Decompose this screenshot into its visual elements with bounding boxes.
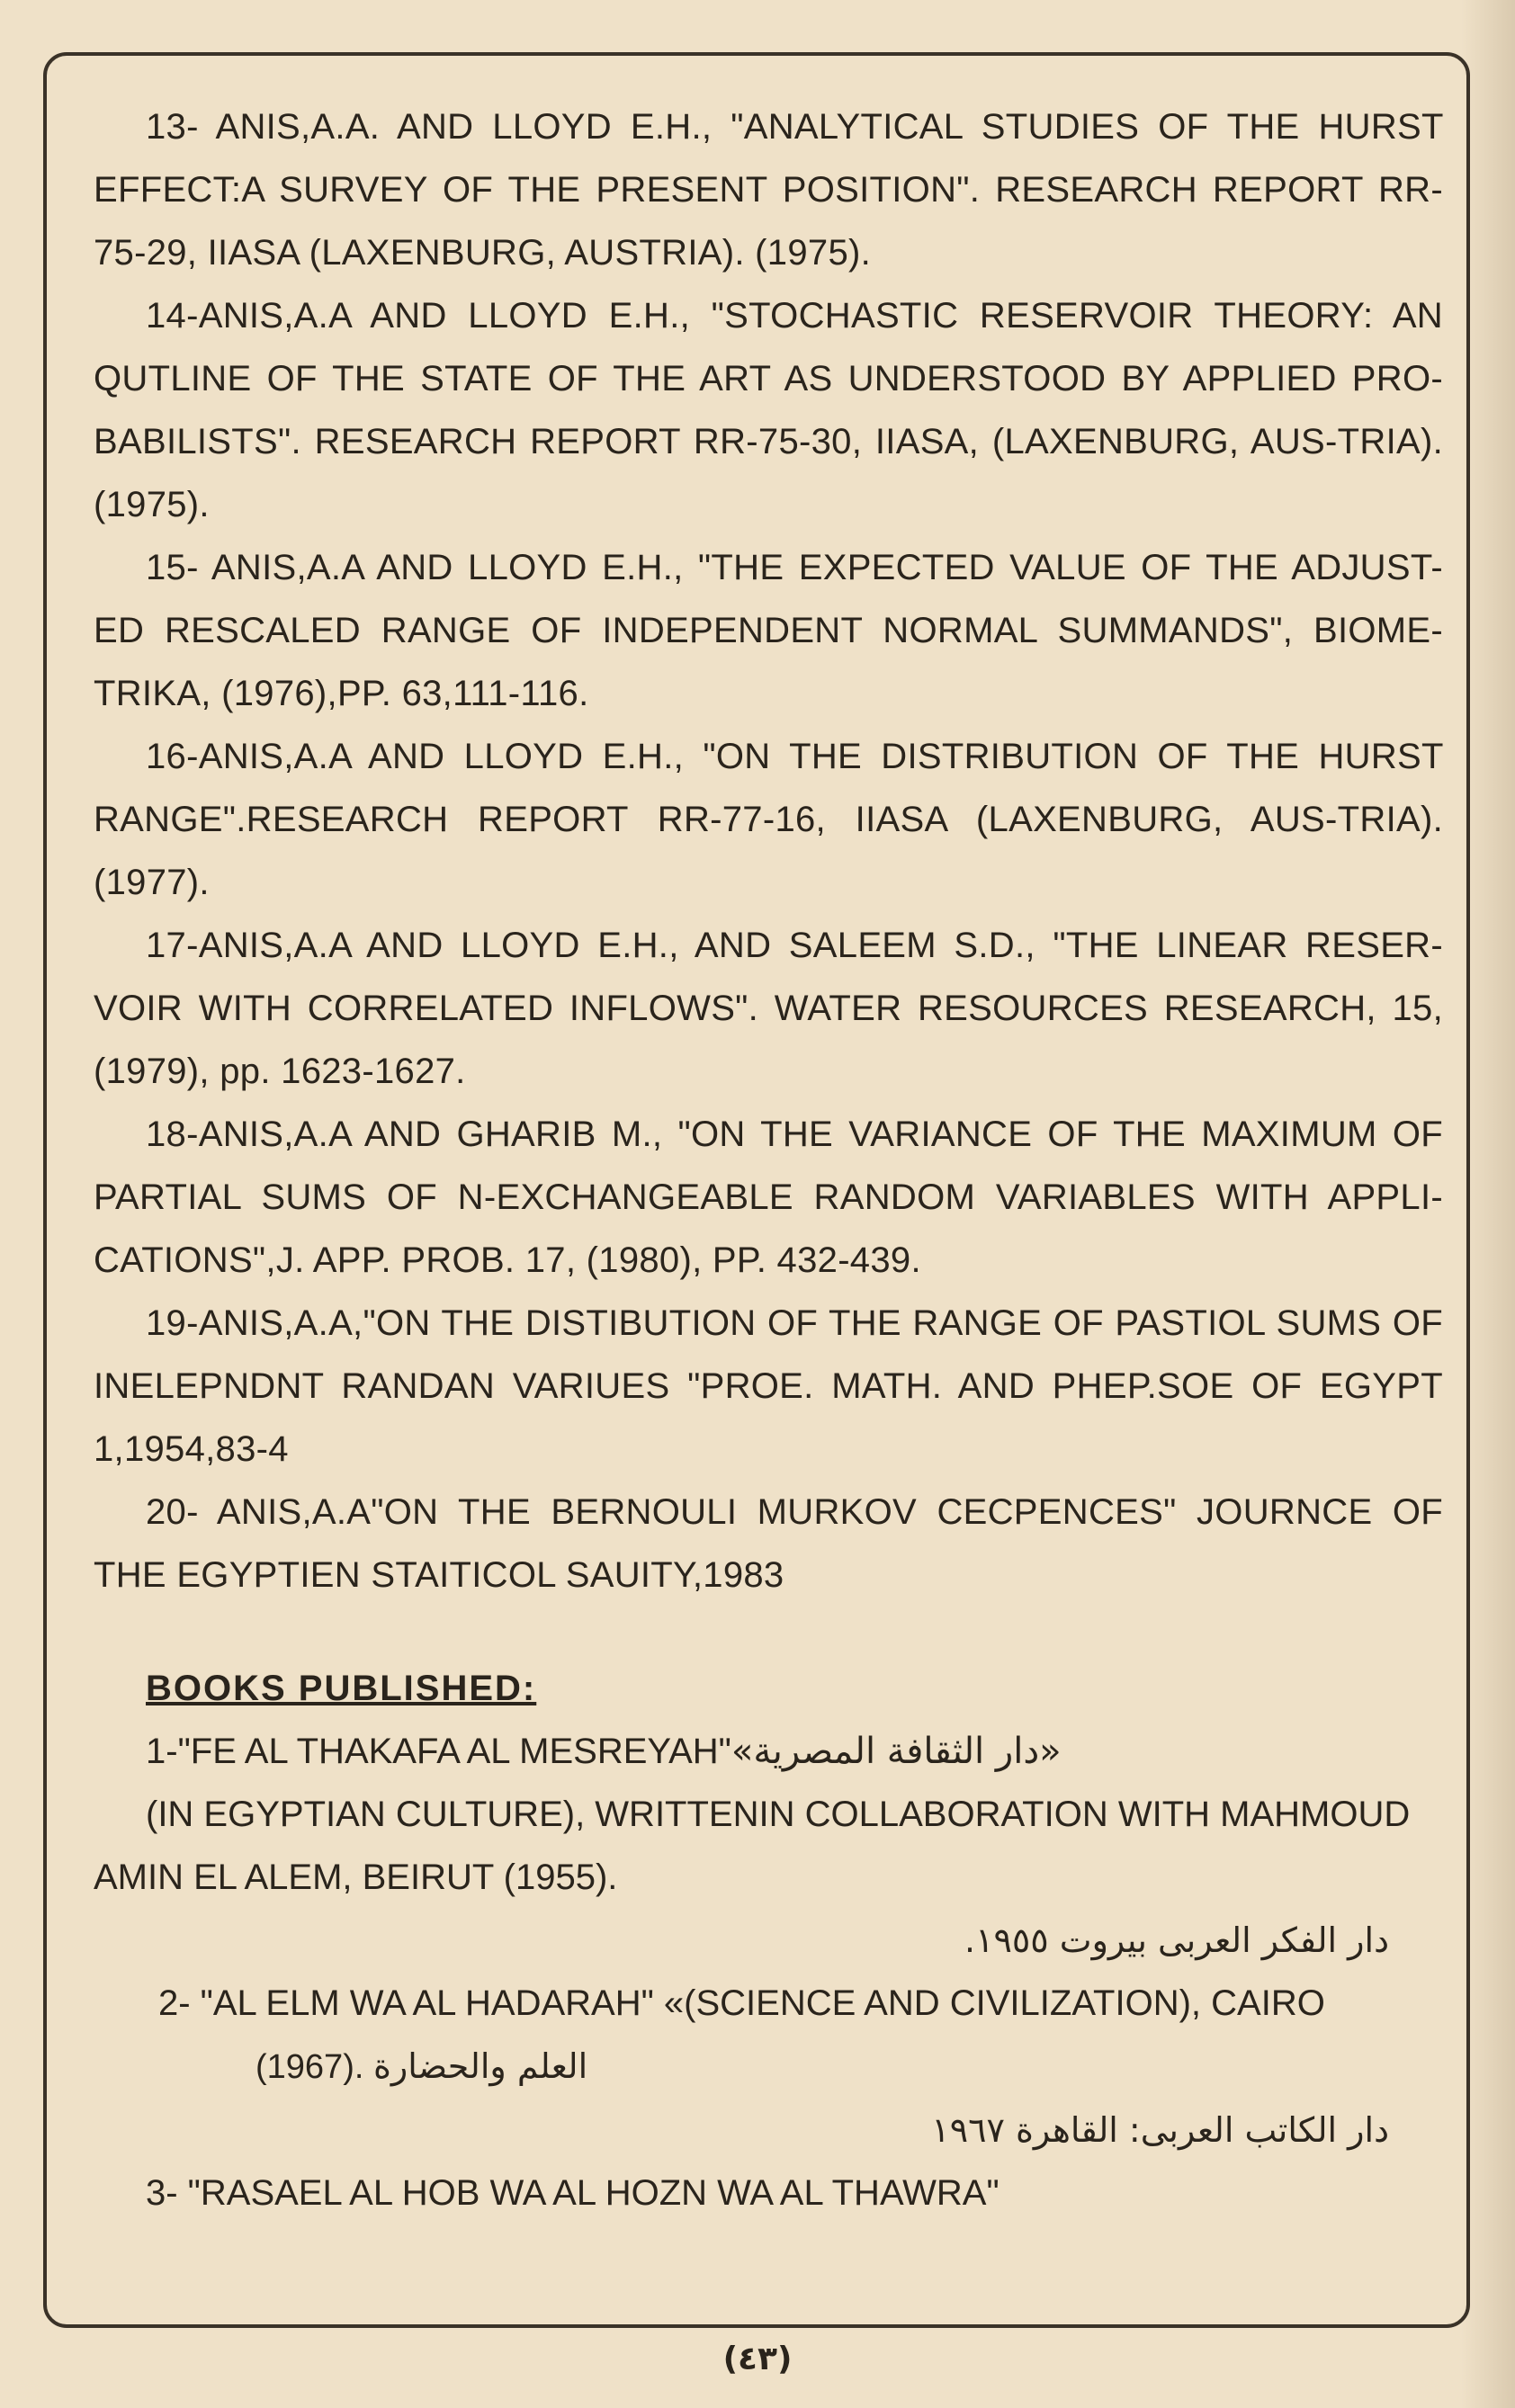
book-2-year: (1967). [255, 2048, 364, 2086]
reference-rest: VOIR WITH CORRELATED INFLOWS". WATER RESOURCES RESEARCH, 15,(1979), pp. 1623-1627. [94, 989, 1443, 1091]
reference-15 [94, 536, 1443, 725]
book-2-title-arabic: العلم والحضارة [372, 2046, 588, 2086]
reference-first-line: 19-ANIS,A.A,"ON THE DISTIBUTION OF THE RANGE OF PASTIOL SUMS [146, 1303, 1382, 1343]
reference-first-line: 18-ANIS,A.A AND GHARIB M., "ON THE VARIANCE OF THE MAXIMUM OF [146, 1114, 1443, 1154]
reference-rest: RANGE".RESEARCH REPORT RR-77-16, IIASA (LAXENBURG, AUS-TRIA).(1977). [94, 800, 1443, 902]
reference-first-line: 17-ANIS,A.A AND LLOYD E.H., AND SALEEM S.D., "THE LINEAR RESER- [146, 926, 1443, 965]
book-1-title-arabic: «دار الثقافة المصرية» [731, 1731, 1062, 1772]
references-content [94, 95, 1443, 2224]
book-3-title-line: 3- "RASAEL AL HOB WA AL HOZN WA AL THAWRA" [146, 2173, 1000, 2213]
reference-first-line: 20- ANIS,A.A"ON THE BERNOULI MURKOV CECPENCES" JOURNCE OF [146, 1492, 1443, 1532]
book-2-title-line: 2- "AL ELM WA AL HADARAH" «(SCIENCE AND CIVILIZATION), CAIRO [158, 1983, 1325, 2023]
reference-13 [94, 95, 1443, 284]
book-1-title-latin: 1-"FE AL THAKAFA AL MESREYAH" [146, 1732, 731, 1771]
book-2-publisher-arabic: دار الكاتب العربى: القاهرة ١٩٦٧ [931, 2110, 1389, 2150]
reference-rest: PARTIAL SUMS OF N-EXCHANGEABLE RANDOM VARIABLES WITH APPLI-CATIONS",J. APP. PROB. 17, (1980), PP. 432-439. [94, 1177, 1443, 1280]
book-1-title-line [94, 1720, 1443, 1783]
book-2-year-line [94, 2035, 1443, 2099]
book-1-publisher-arabic: دار الفكر العربى بيروت ١٩٥٥. [964, 1920, 1389, 1960]
reference-rest: ED RESCALED RANGE OF INDEPENDENT NORMAL SUMMANDS", BIOME-TRIKA, (1976),PP. 63,111-116. [94, 611, 1443, 713]
reference-first-line: 14-ANIS,A.A AND LLOYD E.H., "STOCHASTIC RESERVOIR THEORY: AN [146, 296, 1443, 336]
reference-rest: QUTLINE OF THE STATE OF THE ART AS UNDERSTOOD BY APPLIED PRO-BABILISTS". RESEARCH REPORT RR-75-30, IIASA, (LAXENBURG, AUS-TRIA). (1975). [94, 359, 1443, 524]
reference-18 [94, 1103, 1443, 1292]
reference-14 [94, 284, 1443, 536]
reference-19 [94, 1292, 1443, 1481]
reference-rest: THE EGYPTIEN STAITICOL SAUITY,1983 [94, 1555, 784, 1595]
page-number: (٤٣) [722, 2341, 793, 2377]
books-published-heading: BOOKS PUBLISHED: [146, 1669, 537, 1708]
book-1-description-line-1: (IN EGYPTIAN CULTURE), WRITTENIN COLLABORATION WITH MAHMOUD [146, 1795, 1411, 1834]
reference-rest: OF INELEPNDNT RANDAN VARIUES "PROE. MATH. AND PHEP.SOE OF EGYPT 1,1954,83-4 [94, 1303, 1443, 1469]
reference-16 [94, 725, 1443, 914]
reference-first-line: 16-ANIS,A.A AND LLOYD E.H., "ON THE DISTRIBUTION OF THE HURST [146, 737, 1443, 776]
book-1-description-line-2: AMIN EL ALEM, BEIRUT (1955). [94, 1857, 618, 1897]
reference-rest: EFFECT:A SURVEY OF THE PRESENT POSITION". RESEARCH REPORT RR-75-29, IIASA (LAXENBURG, AUSTRIA). (1975). [94, 170, 1443, 273]
reference-first-line: 15- ANIS,A.A AND LLOYD E.H., "THE EXPECTED VALUE OF THE ADJUST- [146, 548, 1443, 587]
reference-20 [94, 1481, 1443, 1607]
reference-17 [94, 914, 1443, 1103]
reference-first-line: 13- ANIS,A.A. AND LLOYD E.H., "ANALYTICAL STUDIES OF THE HURST [146, 107, 1443, 147]
